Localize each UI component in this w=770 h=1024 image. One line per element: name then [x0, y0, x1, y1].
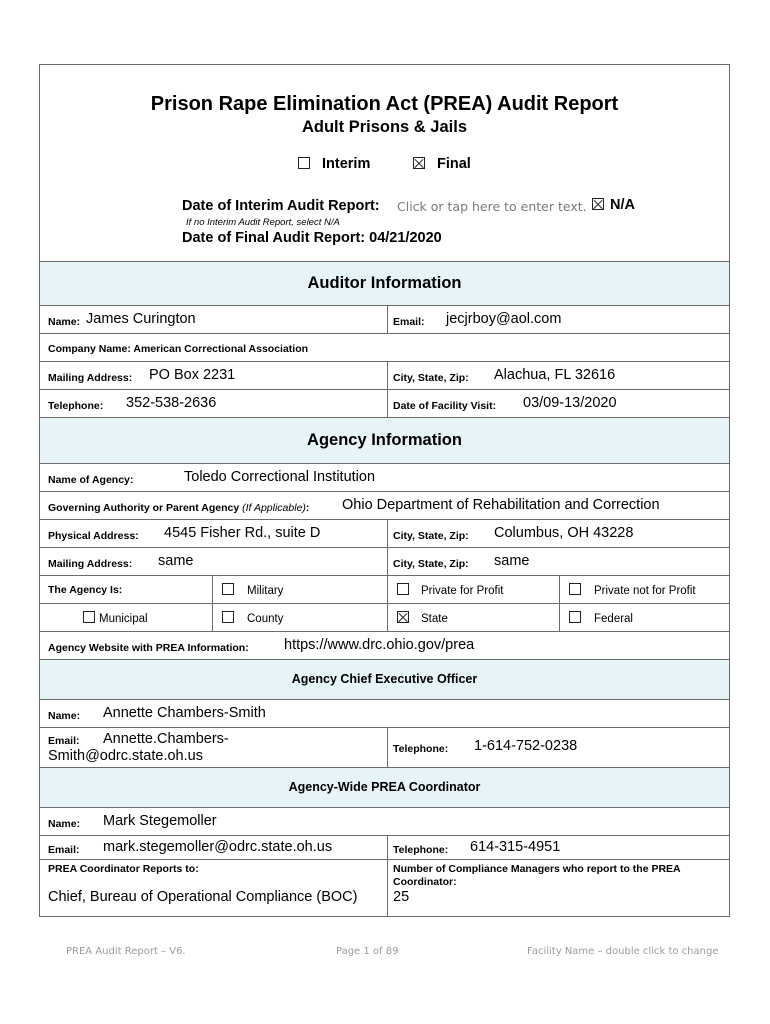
auditor-name-value: James Curington [86, 311, 196, 327]
ceo-email-line-1: Annette.Chambers- [103, 731, 229, 747]
coordinator-name-row [40, 807, 729, 835]
auditor-email-value: jecjrboy@aol.com [446, 311, 562, 327]
auditor-city-value: Alachua, FL 32616 [494, 367, 616, 383]
private-for-profit-checkbox-icon[interactable] [397, 583, 409, 595]
facility-visit-value: 03/09-13/2020 [523, 395, 617, 411]
ceo-email-line-2: Smith@odrc.state.oh.us [48, 748, 203, 764]
coordinator-email-label: Email: [48, 844, 80, 856]
agency-type-label: The Agency Is: [48, 584, 123, 596]
ceo-name-value: Annette Chambers-Smith [103, 705, 266, 721]
auditor-section-header: Auditor Information [40, 261, 729, 305]
county-label: County [247, 613, 284, 625]
page-subtitle: Adult Prisons & Jails [301, 118, 468, 136]
governing-authority-value: Ohio Department of Rehabilitation and Correction [342, 497, 660, 513]
county-checkbox-icon[interactable] [222, 611, 234, 623]
private-not-for-profit-checkbox-icon[interactable] [569, 583, 581, 595]
compliance-managers-label-line-2: Coordinator: [393, 876, 457, 888]
ceo-email-label: Email: [48, 735, 80, 747]
military-label: Military [247, 585, 284, 597]
military-checkbox-icon[interactable] [222, 583, 234, 595]
coordinator-reports-label: PREA Coordinator Reports to: [48, 863, 199, 875]
federal-checkbox-icon[interactable] [569, 611, 581, 623]
coordinator-name-label: Name: [48, 818, 81, 830]
municipal-option[interactable] [40, 604, 212, 631]
auditor-mailing-row [40, 361, 729, 389]
military-option[interactable] [212, 576, 387, 603]
coordinator-phone-label: Telephone: [393, 844, 449, 856]
governing-authority-row [40, 491, 729, 519]
private-for-profit-label: Private for Profit [421, 585, 504, 597]
auditor-phone-value: 352-538-2636 [126, 395, 217, 411]
physical-address-row [40, 519, 729, 547]
agency-name-label: Name of Agency: [48, 474, 134, 486]
company-row [40, 333, 729, 361]
agency-name-row [40, 463, 729, 491]
coordinator-contact-row [40, 835, 729, 859]
federal-option[interactable] [559, 604, 729, 631]
coordinator-section-header: Agency-Wide PREA Coordinator [40, 767, 729, 807]
audit-report-form [39, 64, 730, 917]
auditor-city-label: City, State, Zip: [393, 372, 469, 384]
agency-mailing-label: Mailing Address: [48, 558, 133, 570]
county-option[interactable] [212, 604, 387, 631]
compliance-managers-label-line-1: Number of Compliance Managers who report to the PREA [393, 863, 681, 875]
auditor-phone-row [40, 389, 729, 417]
auditor-mailing-label: Mailing Address: [48, 372, 133, 384]
final-label: Final [437, 156, 471, 172]
physical-address-value: 4545 Fisher Rd., suite D [164, 525, 321, 541]
website-value[interactable]: https://www.drc.ohio.gov/prea [284, 637, 475, 653]
coordinator-reports-row [40, 859, 729, 916]
agency-section-header: Agency Information [40, 417, 729, 463]
final-checkbox-checked-icon[interactable] [413, 157, 425, 169]
footer-facility-name[interactable]: Facility Name – double click to change [527, 946, 719, 957]
company-name: Company Name: American Correctional Association [48, 343, 309, 355]
ceo-phone-label: Telephone: [393, 743, 449, 755]
agency-type-row-2 [40, 603, 729, 631]
interim-option[interactable] [298, 156, 370, 172]
interim-checkbox-icon[interactable] [298, 157, 310, 169]
municipal-checkbox-icon[interactable] [83, 611, 95, 623]
governing-authority-label: Governing Authority or Parent Agency (If Applicable): [48, 502, 310, 514]
ceo-phone-value: 1-614-752-0238 [474, 738, 578, 754]
final-option[interactable] [413, 156, 471, 172]
agency-mailing-city-value: same [494, 553, 530, 569]
coordinator-reports-value: Chief, Bureau of Operational Compliance (BOC) [48, 889, 358, 905]
coordinator-phone-value: 614-315-4951 [470, 839, 561, 855]
state-option[interactable] [387, 604, 559, 631]
na-option[interactable] [592, 197, 635, 213]
agency-name-value: Toledo Correctional Institution [184, 469, 376, 485]
private-for-profit-option[interactable] [387, 576, 559, 603]
private-not-for-profit-option[interactable] [559, 576, 729, 603]
auditor-mailing-value: PO Box 2231 [149, 367, 236, 383]
na-checkbox-checked-icon[interactable] [592, 198, 604, 210]
agency-type-row [40, 575, 729, 603]
municipal-label: Municipal [99, 613, 148, 625]
final-date-line: Date of Final Audit Report: 04/21/2020 [182, 230, 442, 246]
facility-visit-label: Date of Facility Visit: [393, 400, 497, 412]
physical-address-label: Physical Address: [48, 530, 139, 542]
coordinator-name-value: Mark Stegemoller [103, 813, 217, 829]
website-row [40, 631, 729, 659]
agency-mailing-city-label: City, State, Zip: [393, 558, 469, 570]
agency-mailing-row [40, 547, 729, 575]
federal-label: Federal [594, 613, 633, 625]
report-header [40, 65, 729, 261]
ceo-contact-row [40, 727, 729, 767]
ceo-name-label: Name: [48, 710, 81, 722]
interim-hint: If no Interim Audit Report, select N/A [186, 217, 340, 228]
coordinator-email-value: mark.stegemoller@odrc.state.oh.us [103, 839, 333, 855]
ceo-name-row [40, 699, 729, 727]
private-not-for-profit-label: Private not for Profit [594, 585, 696, 597]
state-label: State [421, 613, 448, 625]
page-title: Prison Rape Elimination Act (PREA) Audit Report [150, 93, 619, 115]
website-label: Agency Website with PREA Information: [48, 642, 249, 654]
na-label: N/A [610, 197, 635, 213]
auditor-name-label: Name: [48, 316, 81, 328]
auditor-name-row [40, 305, 729, 333]
footer-version: PREA Audit Report – V6. [66, 946, 186, 957]
compliance-managers-value: 25 [393, 889, 410, 905]
agency-mailing-value: same [158, 553, 194, 569]
interim-date-label: Date of Interim Audit Report: [182, 198, 380, 214]
physical-city-label: City, State, Zip: [393, 530, 469, 542]
interim-label: Interim [322, 156, 371, 172]
auditor-email-label: Email: [393, 316, 425, 328]
footer-page-number: Page 1 of 89 [336, 946, 399, 957]
state-checkbox-checked-icon[interactable] [397, 611, 409, 623]
interim-date-input[interactable]: Click or tap here to enter text. [397, 199, 587, 214]
physical-city-value: Columbus, OH 43228 [494, 525, 634, 541]
ceo-section-header: Agency Chief Executive Officer [40, 659, 729, 699]
auditor-phone-label: Telephone: [48, 400, 104, 412]
